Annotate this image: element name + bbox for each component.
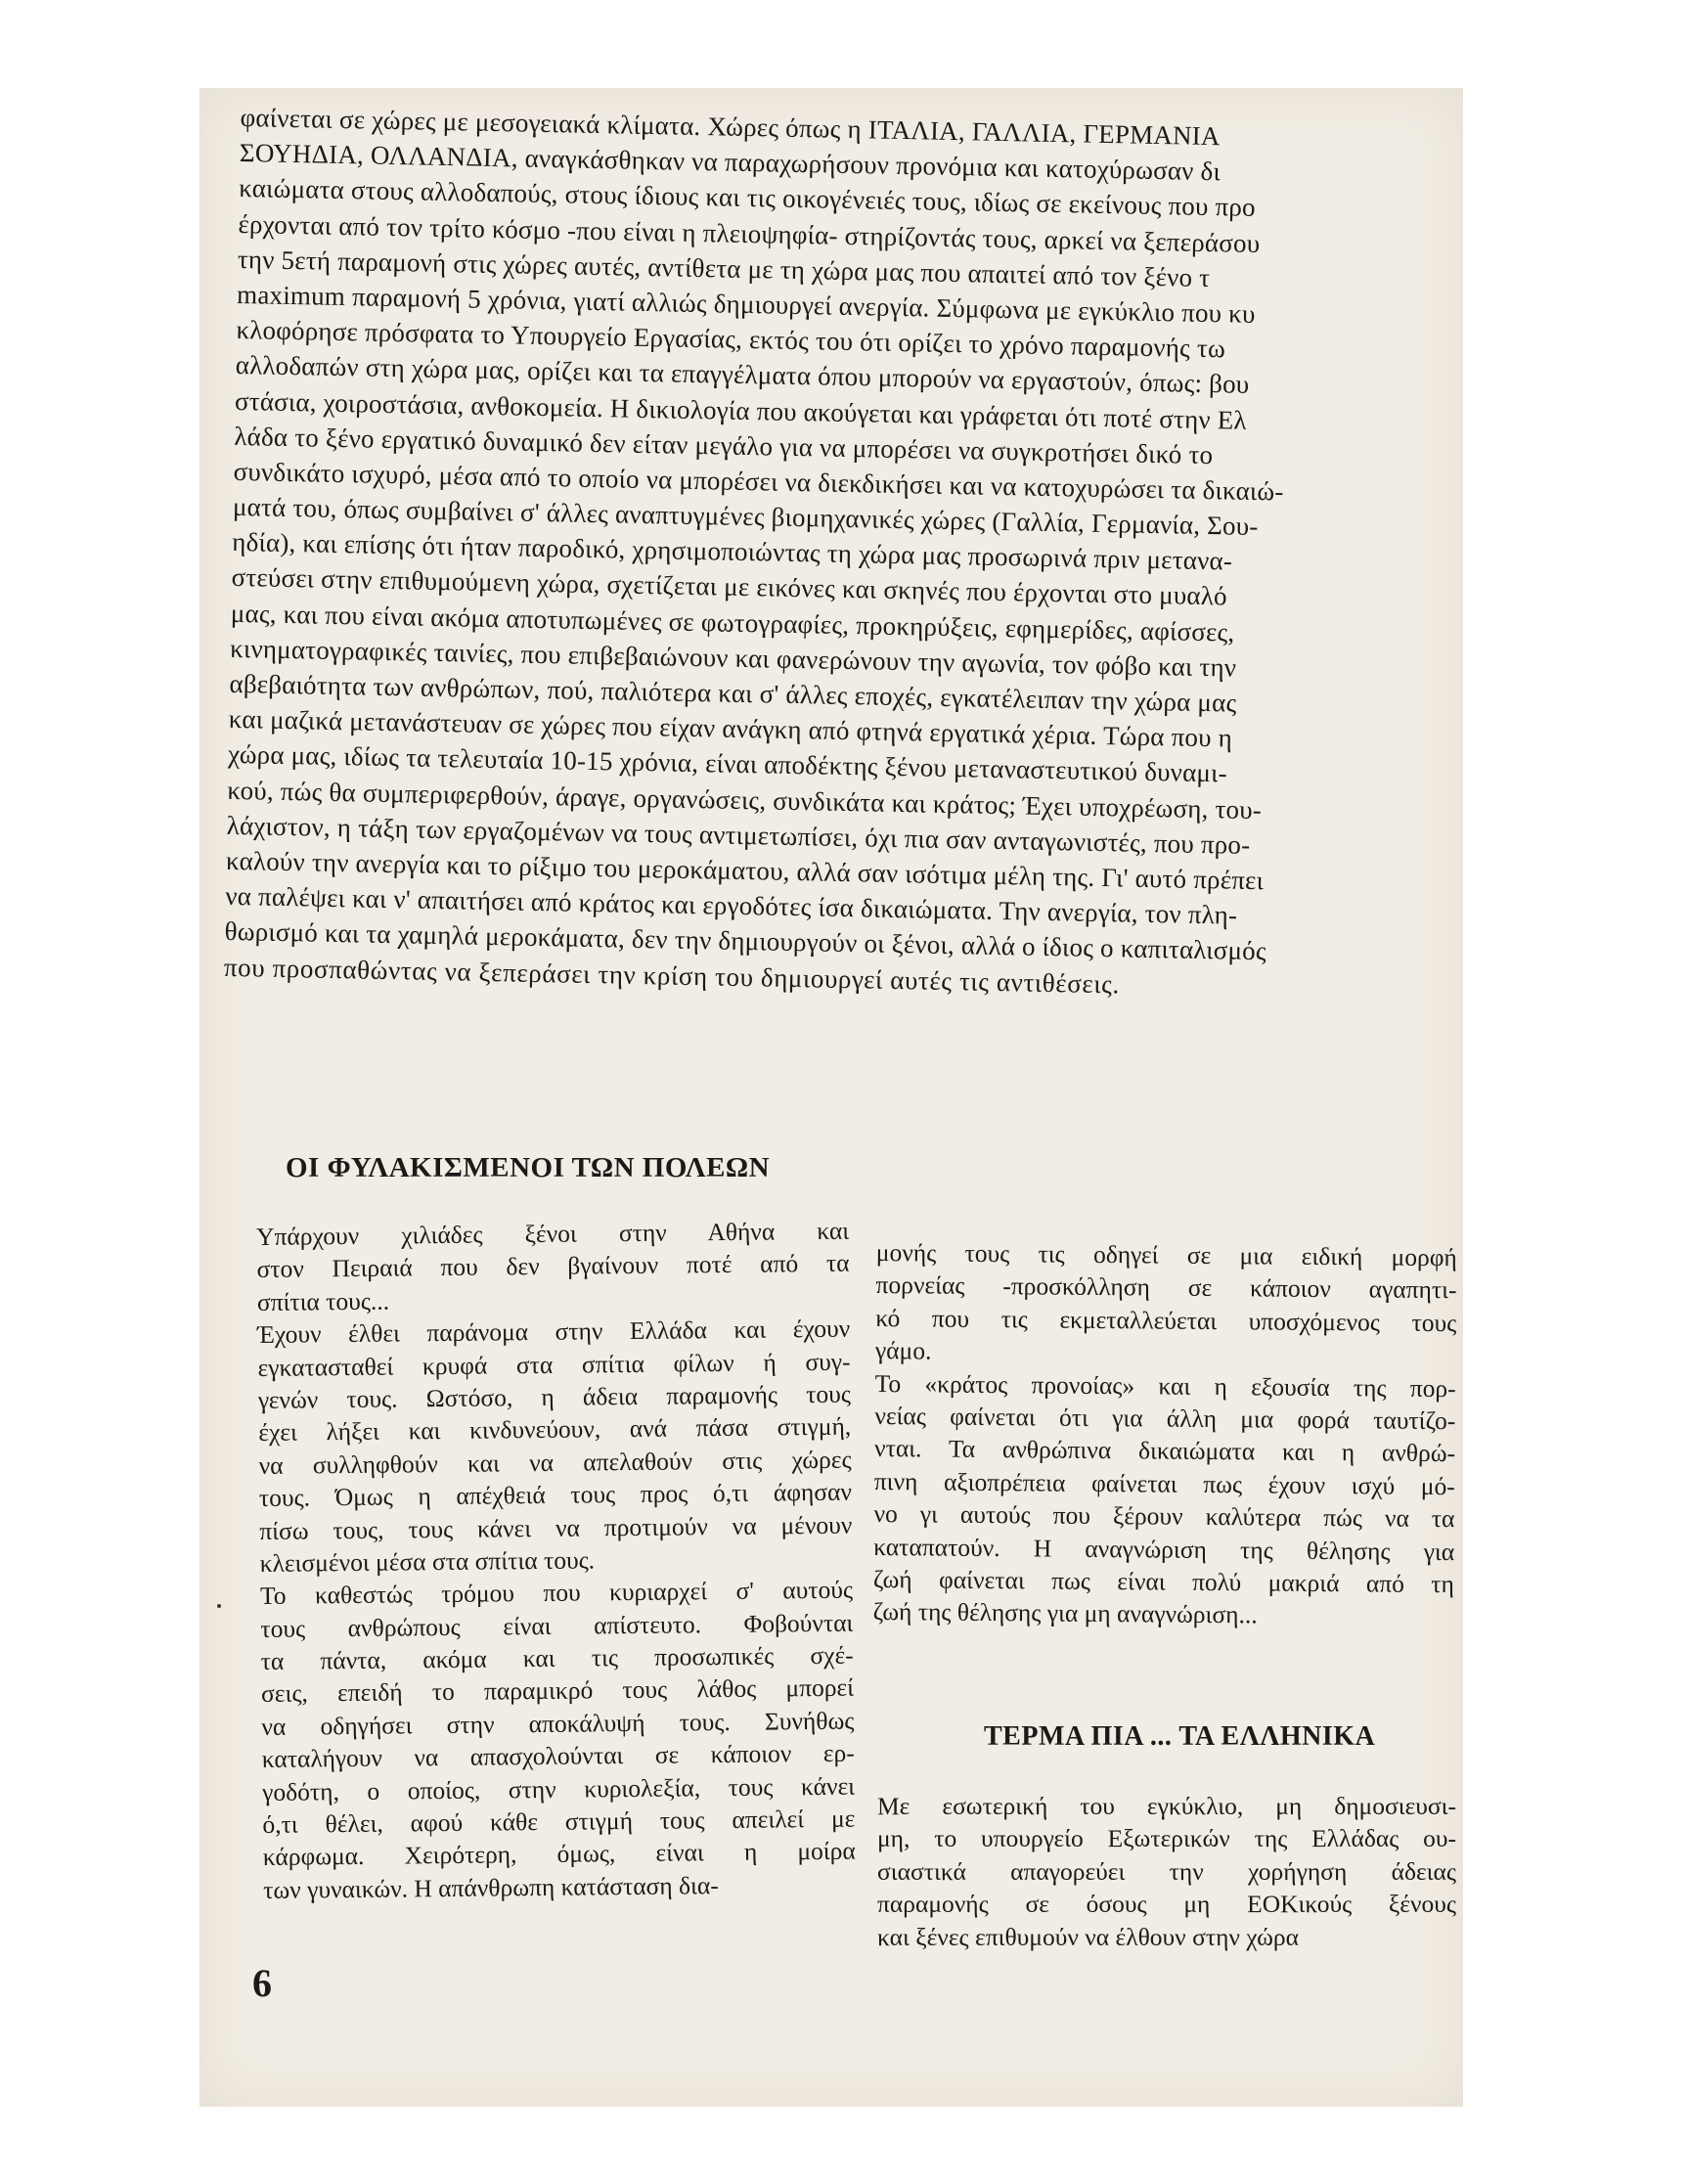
intro-line: ηδία), και επίσης ότι ήταν παροδικό, χρησιμοποιώντας τη χώρα μας προσωρινά πριν μετανα- — [232, 527, 1233, 576]
right-column-line-2: σιαστικά απαγορεύει την χορήγηση άδειας — [877, 1856, 1456, 1886]
left-column-line: Το καθεστώς τρόμου που κυριαρχεί σ' αυτούς — [259, 1575, 854, 1611]
right-column-line: νο γι αυτούς που ξέρουν καλύτερα πώς να τα — [873, 1499, 1455, 1534]
left-column-line: τους. Όμως η απέχθειά τους προς ό,τι άφησαν — [258, 1477, 853, 1513]
intro-line: στεύσει στην επιθυμούμενη χώρα, σχετίζεται με εικόνες και σκηνές που έρχονται στο μυαλό — [231, 562, 1228, 611]
left-column-line: καταλήγουν να απασχολούνται σε κάποιον ερ- — [261, 1738, 855, 1774]
intro-line: να παλέψει και ν' απαιτήσει από κράτος και εργοδότες ίσα δικαιώματα. Την ανεργία, τον πλη- — [225, 880, 1238, 930]
intro-line: κού, πώς θα συμπεριφερθούν, άραγε, οργανώσεις, συνδικάτα και κράτος; Έχει υποχρέωση, του- — [227, 775, 1263, 825]
intro-line: συνδικάτο ισχυρό, μέσα από το οποίο να μπορέσει να διεκδικήσει και να κατοχυρώσει τα δικαιώ- — [233, 456, 1284, 507]
intro-line: ματά του, όπως συμβαίνει σ' άλλες αναπτυγμένες βιομηχανικές χώρες (Γαλλία, Γερμανία, Σου- — [232, 491, 1259, 542]
section-heading-prisoners: ΟΙ ΦΥΛΑΚΙΣΜΕΝΟΙ ΤΩΝ ΠΟΛΕΩΝ — [286, 1152, 771, 1183]
right-column-line-2: μη, το υπουργείο Εξωτερικών της Ελλάδας ου- — [877, 1824, 1456, 1853]
left-column-line: Έχουν έλθει παράνομα στην Ελλάδα και έχουν — [257, 1314, 851, 1350]
left-column-line: των γυναικών. Η απάνθρωπη κατάσταση δια- — [263, 1870, 719, 1904]
left-column-line: γοδότη, ο οποίος, στην κυριολεξία, τους κάνει — [261, 1771, 856, 1806]
right-column-line: ζωή της θέλησης για μη αναγνώριση... — [872, 1597, 1258, 1629]
left-column-line: Υπάρχουν χιλιάδες ξένοι στην Αθήνα και — [256, 1216, 850, 1251]
right-column-line: νται. Τα ανθρώπινα δικαιώματα και η ανθρώ- — [873, 1434, 1456, 1468]
right-column-text-2 — [877, 1790, 1456, 1953]
right-column-line: πινη αξιοπρέπεια φαίνεται πως έχουν ισχύ μό- — [873, 1466, 1455, 1500]
intro-line: μας, και που είναι ακόμα αποτυπωμένες σε φωτογραφίες, προκηρύξεις, εφημερίδες, αφίσσες, — [230, 598, 1235, 647]
left-column-line: ό,τι θέλει, αφού κάθε στιγμή τους απειλεί με — [262, 1804, 856, 1839]
left-column-line: σπίτια τους... — [256, 1286, 390, 1316]
right-column-line: ζωή φαίνεται πως είναι πολύ μακριά από τη — [872, 1564, 1455, 1599]
left-column-text — [256, 1215, 856, 1907]
left-column-line: πίσω τους, τους κάνει να προτιμούν να μένουν — [259, 1510, 853, 1545]
margin-dot — [217, 1604, 221, 1608]
intro-line: αλλοδαπών στη χώρα μας, ορίζει και τα επαγγέλματα όπου μπορούν να εργαστούν, όπως: βου — [235, 350, 1250, 400]
intro-line: καιώματα στους αλλοδαπούς, στους ίδιους και τις οικογένειές τους, ιδίως σε εκείνους που προ — [238, 173, 1257, 223]
intro-line: και μαζικά μετανάστευαν σε χώρες που είχαν ανάγκη από φτηνά εργατικά χέρια. Τώρα που η — [228, 704, 1233, 753]
intro-line: αβεβαιότητα των ανθρώπων, πού, παλιότερα και σ' άλλες εποχές, εγκατέλειπαν την χώρα μας — [229, 668, 1237, 718]
intro-line: λάδα το ξένο εργατικό δυναμικό δεν είταν μεγάλο για να μπορέσει να συγκροτήσει δικό το — [234, 421, 1214, 469]
left-column-line: στον Πειραιά που δεν βγαίνουν ποτέ από τα — [256, 1249, 850, 1284]
left-column-line: κλεισμένοι μέσα στα σπίτια τους. — [259, 1545, 596, 1578]
intro-line: κινηματογραφικές ταινίες, που επιβεβαιώνουν και φανερώνουν την αγωνία, τον φόβο και την — [229, 633, 1237, 683]
right-column-line-2: παραμονής σε όσους μη ΕΟΚικούς ξένους — [877, 1890, 1456, 1919]
left-column-line: εγκατασταθεί κρυφά στα σπίτια φίλων ή συγ- — [257, 1347, 851, 1382]
right-column-line: γάμο. — [874, 1336, 932, 1365]
intro-line: θωρισμό και τα χαμηλά μεροκάματα, δεν την δημιουργούν οι ξένοι, αλλά ο ίδιος ο καπιταλισμός — [224, 916, 1267, 966]
intro-line: ΣΟΥΗΔΙΑ, ΟΛΛΑΝΔΙΑ, αναγκάσθηκαν να παραχωρήσουν προνόμια και κατοχύρωσαν δι — [239, 138, 1222, 187]
right-column-text — [873, 1236, 1457, 1633]
page-number: 6 — [252, 1961, 272, 2005]
intro-line: λάχιστον, η τάξη των εργαζομένων να τους αντιμετωπίσει, όχι πια σαν ανταγωνιστές, που προ- — [226, 810, 1251, 860]
left-column-line: κάρφωμα. Χειρότερη, όμως, είναι η μοίρα — [262, 1837, 856, 1872]
left-column-line: να συλληφθούν και να απελαθούν στις χώρες — [258, 1445, 852, 1480]
intro-line: κλοφόρησε πρόσφατα το Υπουργείο Εργασίας, εκτός του ότι ορίζει το χρόνο παραμονής τω — [236, 315, 1226, 364]
intro-line: χώρα μας, ιδίως τα τελευταία 10-15 χρόνια, είναι αποδέκτης ξένου μεταναστευτικού δυναμι- — [227, 739, 1228, 788]
right-column-line: νείας φαίνεται ότι για άλλη μια φορά ταυτίζο- — [874, 1401, 1456, 1436]
left-column-line: έχει λήξει και κινδυνεύουν, ανά πάσα στιγμή, — [258, 1411, 852, 1448]
intro-line: που προσπαθώντας να ξεπεράσει την κρίση του δημιουργεί αυτές τις αντιθέσεις. — [223, 952, 1121, 999]
intro-line: maximum παραμονή 5 χρόνια, γιατί αλλιώς δημιουργεί ανεργία. Σύμφωνα με εγκύκλιο που κυ — [236, 279, 1256, 329]
right-column-line-2: Με εσωτερική του εγκύκλιο, μη δημοσιευσι- — [877, 1792, 1456, 1820]
left-column-line: τα πάντα, ακόμα και τις προσωπικές σχέ- — [260, 1640, 854, 1676]
right-column-line: πορνείας -προσκόλληση σε κάποιον αγαπητι- — [875, 1270, 1457, 1305]
right-column-line: κό που τις εκμεταλλεύεται υποσχόμενος τους — [875, 1303, 1457, 1337]
intro-line: έρχονται από τον τρίτο κόσμο -που είναι η πλειοψηφία- στηρίζοντάς τους, αρκεί να ξεπεράσου — [238, 208, 1261, 258]
left-column-line: να οδηγήσει στην αποκάλυψή τους. Συνήθως — [261, 1706, 855, 1741]
section-heading-greek: ΤΕΡΜΑ ΠΙΑ ... ΤΑ ΕΛΛΗΝΙΚΑ — [984, 1721, 1376, 1752]
intro-line: την 5ετή παραμονή στις χώρες αυτές, αντίθετα με τη χώρα μας που απαιτεί από τον ξένο τ — [237, 244, 1211, 292]
intro-line: φαίνεται σε χώρες με μεσογειακά κλίματα. Χώρες όπως η ΙΤΑΛΙΑ, ΓΑΛΛΙΑ, ΓΕΡΜΑΝΙΑ — [240, 102, 1221, 152]
intro-line: καλούν την ανεργία και το ρίξιμο του μεροκάματου, αλλά σαν ισότιμα μέλη της. Γι' αυτό πρέπει — [225, 845, 1265, 896]
intro-paragraph — [224, 100, 1477, 1008]
left-column-line: γενών τους. Ωστόσο, η άδεια παραμονής τους — [257, 1379, 852, 1414]
intro-line: στάσια, χοιροστάσια, ανθοκομεία. Η δικιολογία που ακούγεται και γράφεται ότι ποτέ στην Ελ — [234, 385, 1248, 435]
right-column-line: μονής τους τις οδηγεί σε μια ειδική μορφή — [875, 1237, 1457, 1272]
right-column-line-2: και ξένες επιθυμούν να έλθουν στην χώρα — [877, 1922, 1299, 1951]
right-column-line: Το «κράτος προνοίας» και η εξουσία της πορ- — [874, 1368, 1456, 1403]
right-column-line: καταπατούν. Η αναγνώριση της θέλησης για — [873, 1532, 1455, 1566]
left-column-line: τους ανθρώπους είναι απίστευτο. Φοβούνται — [260, 1608, 854, 1643]
left-column-line: σεις, επειδή το παραμικρό τους λάθος μπορεί — [260, 1673, 855, 1709]
